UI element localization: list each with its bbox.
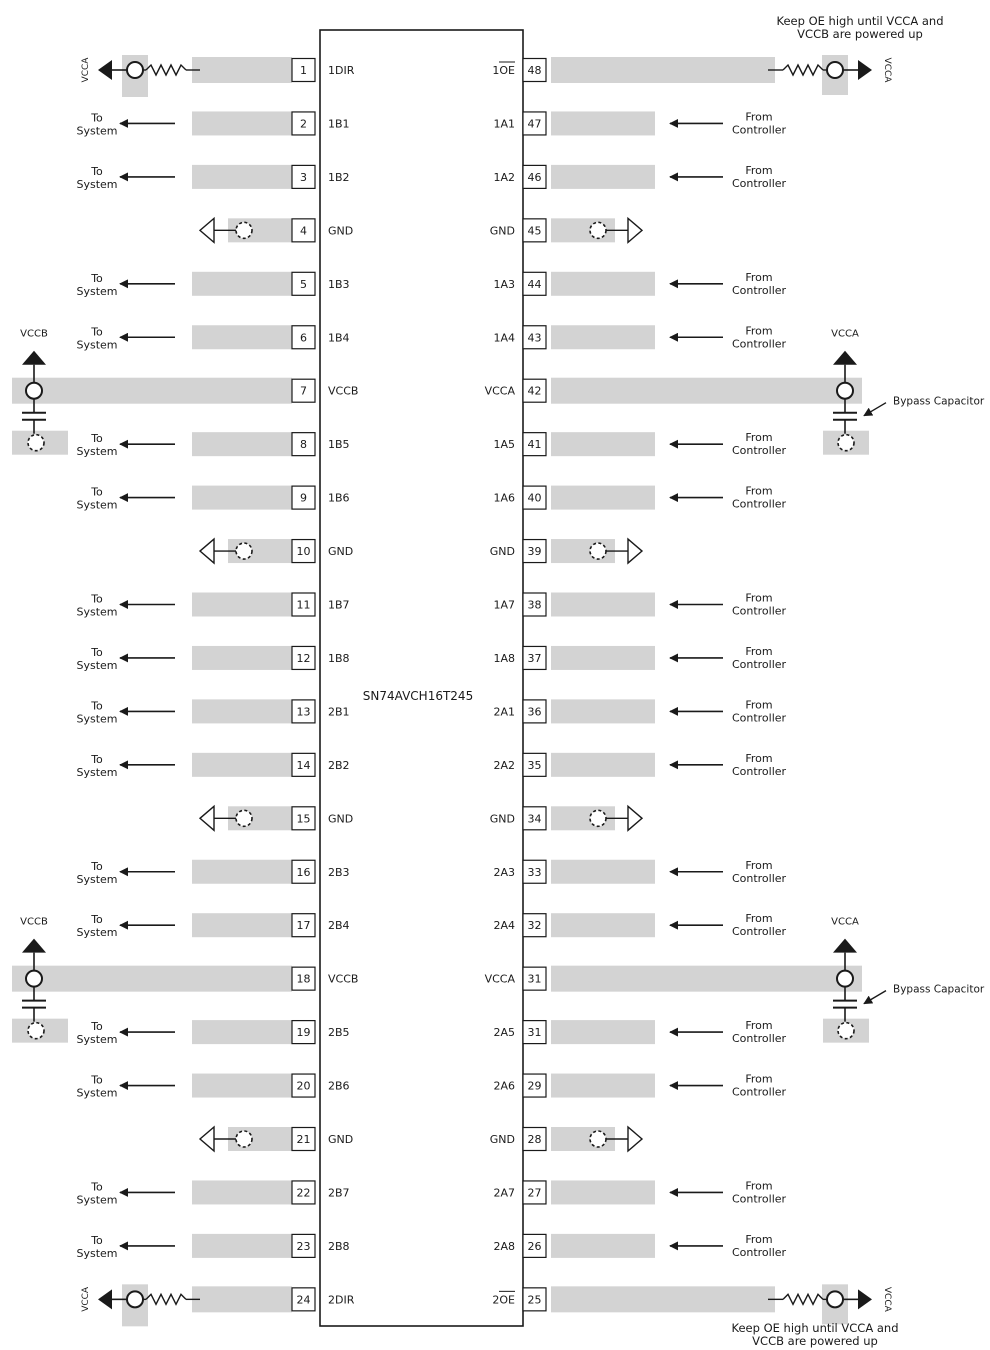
signal-trace xyxy=(192,1074,292,1098)
system-label: System xyxy=(76,605,118,619)
ground-icon xyxy=(628,806,642,830)
pin-number: 22 xyxy=(296,1186,311,1200)
via-icon xyxy=(236,543,252,559)
system-label: System xyxy=(76,1193,118,1207)
signal-trace xyxy=(551,699,655,723)
pin-number: 37 xyxy=(527,651,542,665)
pin-number: 23 xyxy=(296,1239,311,1253)
via-icon xyxy=(236,222,252,238)
controller-label: Controller xyxy=(731,1032,787,1046)
pin-name: GND xyxy=(489,545,515,559)
controller-label: Controller xyxy=(731,1245,787,1259)
signal-trace xyxy=(551,1234,655,1258)
pin-name: 2B4 xyxy=(328,919,350,933)
pin-number: 44 xyxy=(527,277,542,291)
pin-number: 6 xyxy=(300,331,307,345)
oe-trace xyxy=(551,1286,775,1312)
device-label: SN74AVCH16T245 xyxy=(362,689,474,703)
signal-trace xyxy=(551,165,655,189)
signal-trace xyxy=(192,913,292,937)
pin-name: 2B2 xyxy=(328,758,350,772)
system-label: System xyxy=(76,1033,118,1047)
ground-icon xyxy=(628,539,642,563)
supply-arrow-icon xyxy=(22,351,46,365)
pin-name: 2A2 xyxy=(493,758,515,772)
signal-trace xyxy=(551,432,655,456)
vcca-rotated-label: VCCA xyxy=(882,1286,892,1312)
system-label: System xyxy=(76,765,118,779)
from-label: From xyxy=(745,484,773,498)
pin-number: 19 xyxy=(296,1026,311,1040)
vccb-trace xyxy=(12,966,292,992)
pin-name: 2B5 xyxy=(328,1026,350,1040)
pin-name: 2B7 xyxy=(328,1186,350,1200)
signal-trace xyxy=(551,486,655,510)
via-icon xyxy=(236,1131,252,1147)
pin-name: 2A3 xyxy=(493,865,515,879)
signal-trace xyxy=(551,593,655,617)
to-label: To xyxy=(91,592,103,606)
signal-trace xyxy=(192,272,292,296)
pin-name: GND xyxy=(328,224,354,238)
system-label: System xyxy=(76,712,118,726)
pin-number: 45 xyxy=(527,224,542,238)
bypass-arrow xyxy=(864,403,886,416)
to-label: To xyxy=(91,485,103,499)
from-label: From xyxy=(745,751,773,765)
pin-number: 14 xyxy=(296,758,311,772)
node-icon xyxy=(127,1291,143,1307)
system-label: System xyxy=(76,445,118,459)
dir-trace xyxy=(192,57,292,83)
pin-name: 1B5 xyxy=(328,438,350,452)
bypass-arrow xyxy=(864,991,886,1004)
controller-label: Controller xyxy=(731,123,787,137)
via-icon xyxy=(590,222,606,238)
vcca-trace xyxy=(551,378,862,404)
pin-number: 7 xyxy=(300,384,307,398)
controller-label: Controller xyxy=(731,497,787,511)
pin-name: 1OE xyxy=(492,64,515,77)
supply-arrow-icon xyxy=(98,60,112,80)
system-label: System xyxy=(76,498,118,512)
pin-name: 1B2 xyxy=(328,170,350,184)
pin-name: 2B3 xyxy=(328,865,350,879)
vccb-trace xyxy=(12,378,292,404)
pin-number: 43 xyxy=(527,331,542,345)
pin-name: 1A1 xyxy=(493,117,515,131)
pin-name: GND xyxy=(328,545,354,559)
from-label: From xyxy=(745,1179,773,1193)
vccb-supply-label: VCCB xyxy=(20,328,48,340)
oe-trace xyxy=(551,57,775,83)
system-label: System xyxy=(76,1086,118,1100)
pin-number: 24 xyxy=(296,1293,311,1307)
pin-name: VCCB xyxy=(328,972,359,986)
controller-label: Controller xyxy=(731,604,787,618)
to-label: To xyxy=(91,271,103,285)
signal-trace xyxy=(551,272,655,296)
from-label: From xyxy=(745,698,773,712)
vcca-trace xyxy=(551,966,862,992)
pin-name: 1B4 xyxy=(328,331,350,345)
vcc-node-icon xyxy=(837,383,853,399)
via-icon xyxy=(28,435,44,451)
to-label: To xyxy=(91,645,103,659)
keep-oe-note-bottom-line1: Keep OE high until VCCA and xyxy=(731,1321,899,1335)
pin-name: 1DIR xyxy=(328,64,355,77)
vcca-rotated-label: VCCA xyxy=(81,57,91,83)
pin-number: 31 xyxy=(527,1026,542,1040)
to-label: To xyxy=(91,1180,103,1194)
ground-icon xyxy=(200,1127,214,1151)
pin-number: 31 xyxy=(527,972,542,986)
controller-label: Controller xyxy=(731,444,787,458)
from-label: From xyxy=(745,1019,773,1033)
from-label: From xyxy=(745,431,773,445)
signal-trace xyxy=(192,432,292,456)
pin-number: 12 xyxy=(296,651,311,665)
signal-trace xyxy=(192,486,292,510)
via-icon xyxy=(590,543,606,559)
vcca-supply-label: VCCA xyxy=(831,328,859,340)
signal-trace xyxy=(551,913,655,937)
resistor-icon xyxy=(146,1294,186,1304)
from-label: From xyxy=(745,858,773,872)
pin-number: 13 xyxy=(296,705,311,719)
pin-name: 2A8 xyxy=(493,1239,515,1253)
pin-name: 2OE xyxy=(492,1293,515,1307)
pin-name: 1B6 xyxy=(328,491,350,505)
from-label: From xyxy=(745,912,773,926)
pin-name: 1A2 xyxy=(493,170,515,184)
to-label: To xyxy=(91,111,103,125)
system-label: System xyxy=(76,926,118,940)
via-icon xyxy=(590,810,606,826)
controller-label: Controller xyxy=(731,176,787,190)
to-label: To xyxy=(91,325,103,339)
pin-number: 25 xyxy=(527,1293,542,1307)
pin-number: 41 xyxy=(527,438,542,452)
controller-label: Controller xyxy=(731,925,787,939)
node-icon xyxy=(127,62,143,78)
pin-number: 48 xyxy=(527,64,542,77)
pin-name: 2A1 xyxy=(493,705,515,719)
vcca-supply-label: VCCA xyxy=(831,916,859,928)
pin-number: 38 xyxy=(527,598,542,612)
supply-arrow-icon xyxy=(858,60,872,80)
resistor-icon xyxy=(146,65,186,75)
pin-number: 17 xyxy=(296,919,311,933)
pin-name: 1A4 xyxy=(493,331,515,345)
signal-trace xyxy=(192,1020,292,1044)
system-label: System xyxy=(76,124,118,138)
pin-number: 26 xyxy=(527,1239,542,1253)
controller-label: Controller xyxy=(731,337,787,351)
controller-label: Controller xyxy=(731,764,787,778)
pin-number: 5 xyxy=(300,277,307,291)
node-icon xyxy=(827,1291,843,1307)
pin-number: 16 xyxy=(296,865,311,879)
signal-trace xyxy=(192,165,292,189)
pin-name: 1A5 xyxy=(493,438,515,452)
pin-number: 1 xyxy=(300,64,307,77)
signal-trace xyxy=(551,325,655,349)
from-label: From xyxy=(745,110,773,124)
bypass-capacitor-label: Bypass Capacitor xyxy=(893,395,985,408)
pin-name: 2A5 xyxy=(493,1026,515,1040)
pin-name: 1B7 xyxy=(328,598,350,612)
signal-trace xyxy=(551,753,655,777)
signal-trace xyxy=(192,111,292,135)
to-label: To xyxy=(91,432,103,446)
pin-number: 36 xyxy=(527,705,542,719)
pin-name: VCCB xyxy=(328,384,359,398)
pin-number: 20 xyxy=(296,1079,311,1093)
pin-number: 47 xyxy=(527,117,542,131)
supply-arrow-icon xyxy=(858,1289,872,1309)
bypass-capacitor-label: Bypass Capacitor xyxy=(893,983,985,996)
from-label: From xyxy=(745,644,773,658)
signal-trace xyxy=(192,860,292,884)
supply-arrow-icon xyxy=(22,939,46,953)
system-label: System xyxy=(76,284,118,298)
pin-name: 2B8 xyxy=(328,1239,350,1253)
pin-name: GND xyxy=(328,812,354,826)
pin-name: 1B8 xyxy=(328,651,350,665)
pin-number: 39 xyxy=(527,545,542,559)
to-label: To xyxy=(91,699,103,713)
pin-number: 3 xyxy=(300,170,307,184)
vcca-rotated-label: VCCA xyxy=(882,57,892,83)
pin-number: 21 xyxy=(296,1133,311,1146)
resistor-icon xyxy=(783,1294,823,1304)
from-label: From xyxy=(745,163,773,177)
ground-icon xyxy=(628,218,642,242)
via-icon xyxy=(28,1023,44,1039)
pin-number: 4 xyxy=(300,224,307,238)
signal-trace xyxy=(192,325,292,349)
pin-name: 2A6 xyxy=(493,1079,515,1093)
signal-trace xyxy=(192,753,292,777)
pin-number: 2 xyxy=(300,117,307,131)
pin-name: VCCA xyxy=(484,384,515,398)
via-icon xyxy=(236,810,252,826)
pin-number: 28 xyxy=(527,1133,542,1146)
signal-trace xyxy=(192,1180,292,1204)
pin-name: 2DIR xyxy=(328,1293,355,1307)
via-icon xyxy=(590,1131,606,1147)
supply-arrow-icon xyxy=(833,939,857,953)
pin-name: 1A6 xyxy=(493,491,515,505)
pin-name: 1A3 xyxy=(493,277,515,291)
pin-name: VCCA xyxy=(484,972,515,986)
controller-label: Controller xyxy=(731,283,787,297)
vccb-supply-label: VCCB xyxy=(20,916,48,928)
system-label: System xyxy=(76,872,118,886)
pin-name: GND xyxy=(328,1133,354,1146)
signal-trace xyxy=(551,646,655,670)
controller-label: Controller xyxy=(731,1085,787,1099)
controller-label: Controller xyxy=(731,657,787,671)
pin-name: 1A8 xyxy=(493,651,515,665)
system-label: System xyxy=(76,658,118,672)
signal-trace xyxy=(192,1234,292,1258)
signal-trace xyxy=(192,699,292,723)
ground-icon xyxy=(200,218,214,242)
to-label: To xyxy=(91,752,103,766)
pin-name: GND xyxy=(489,812,515,826)
pin-number: 33 xyxy=(527,865,542,879)
ground-icon xyxy=(200,539,214,563)
keep-oe-note-top-line2: VCCB are powered up xyxy=(797,27,923,41)
system-label: System xyxy=(76,1246,118,1260)
ground-icon xyxy=(200,806,214,830)
signal-trace xyxy=(192,593,292,617)
pin-number: 11 xyxy=(296,598,311,612)
controller-label: Controller xyxy=(731,871,787,885)
pin-name: 1B1 xyxy=(328,117,350,131)
dir-trace xyxy=(192,1286,292,1312)
ground-icon xyxy=(628,1127,642,1151)
from-label: From xyxy=(745,1072,773,1086)
system-label: System xyxy=(76,177,118,191)
pin-number: 15 xyxy=(296,812,311,826)
signal-trace xyxy=(551,1180,655,1204)
pin-number: 18 xyxy=(296,972,311,986)
to-label: To xyxy=(91,1020,103,1034)
vcca-rotated-label: VCCA xyxy=(81,1286,91,1312)
pin-number: 29 xyxy=(527,1079,542,1093)
vcc-node-icon xyxy=(26,971,42,987)
pin-name: 1B3 xyxy=(328,277,350,291)
pin-name: GND xyxy=(489,224,515,238)
to-label: To xyxy=(91,859,103,873)
from-label: From xyxy=(745,591,773,605)
pin-number: 9 xyxy=(300,491,307,505)
signal-trace xyxy=(192,646,292,670)
keep-oe-note-bottom-line2: VCCB are powered up xyxy=(752,1334,878,1348)
keep-oe-note-top-line1: Keep OE high until VCCA and xyxy=(776,14,944,28)
resistor-icon xyxy=(783,65,823,75)
to-label: To xyxy=(91,1073,103,1087)
pin-name: GND xyxy=(489,1133,515,1146)
controller-label: Controller xyxy=(731,1192,787,1206)
pin-number: 34 xyxy=(527,812,542,826)
via-icon xyxy=(838,1023,854,1039)
node-icon xyxy=(827,62,843,78)
via-icon xyxy=(838,435,854,451)
pin-number: 27 xyxy=(527,1186,542,1200)
signal-trace xyxy=(551,111,655,135)
vcc-node-icon xyxy=(837,971,853,987)
supply-arrow-icon xyxy=(833,351,857,365)
pin-number: 35 xyxy=(527,758,542,772)
to-label: To xyxy=(91,913,103,927)
to-label: To xyxy=(91,1233,103,1247)
to-label: To xyxy=(91,164,103,178)
signal-trace xyxy=(551,1074,655,1098)
pin-number: 8 xyxy=(300,438,307,452)
pin-name: 1A7 xyxy=(493,598,515,612)
vcc-node-icon xyxy=(26,383,42,399)
pin-name: 2B6 xyxy=(328,1079,350,1093)
system-label: System xyxy=(76,338,118,352)
from-label: From xyxy=(745,270,773,284)
pin-number: 10 xyxy=(296,545,311,559)
pin-name: 2B1 xyxy=(328,705,350,719)
pin-number: 40 xyxy=(527,491,542,505)
signal-trace xyxy=(551,1020,655,1044)
controller-label: Controller xyxy=(731,711,787,725)
pin-name: 2A7 xyxy=(493,1186,515,1200)
from-label: From xyxy=(745,1232,773,1246)
pin-number: 42 xyxy=(527,384,542,398)
pin-name: 2A4 xyxy=(493,919,515,933)
from-label: From xyxy=(745,324,773,338)
signal-trace xyxy=(551,860,655,884)
supply-arrow-icon xyxy=(98,1289,112,1309)
pin-number: 46 xyxy=(527,170,542,184)
pin-number: 32 xyxy=(527,919,542,933)
